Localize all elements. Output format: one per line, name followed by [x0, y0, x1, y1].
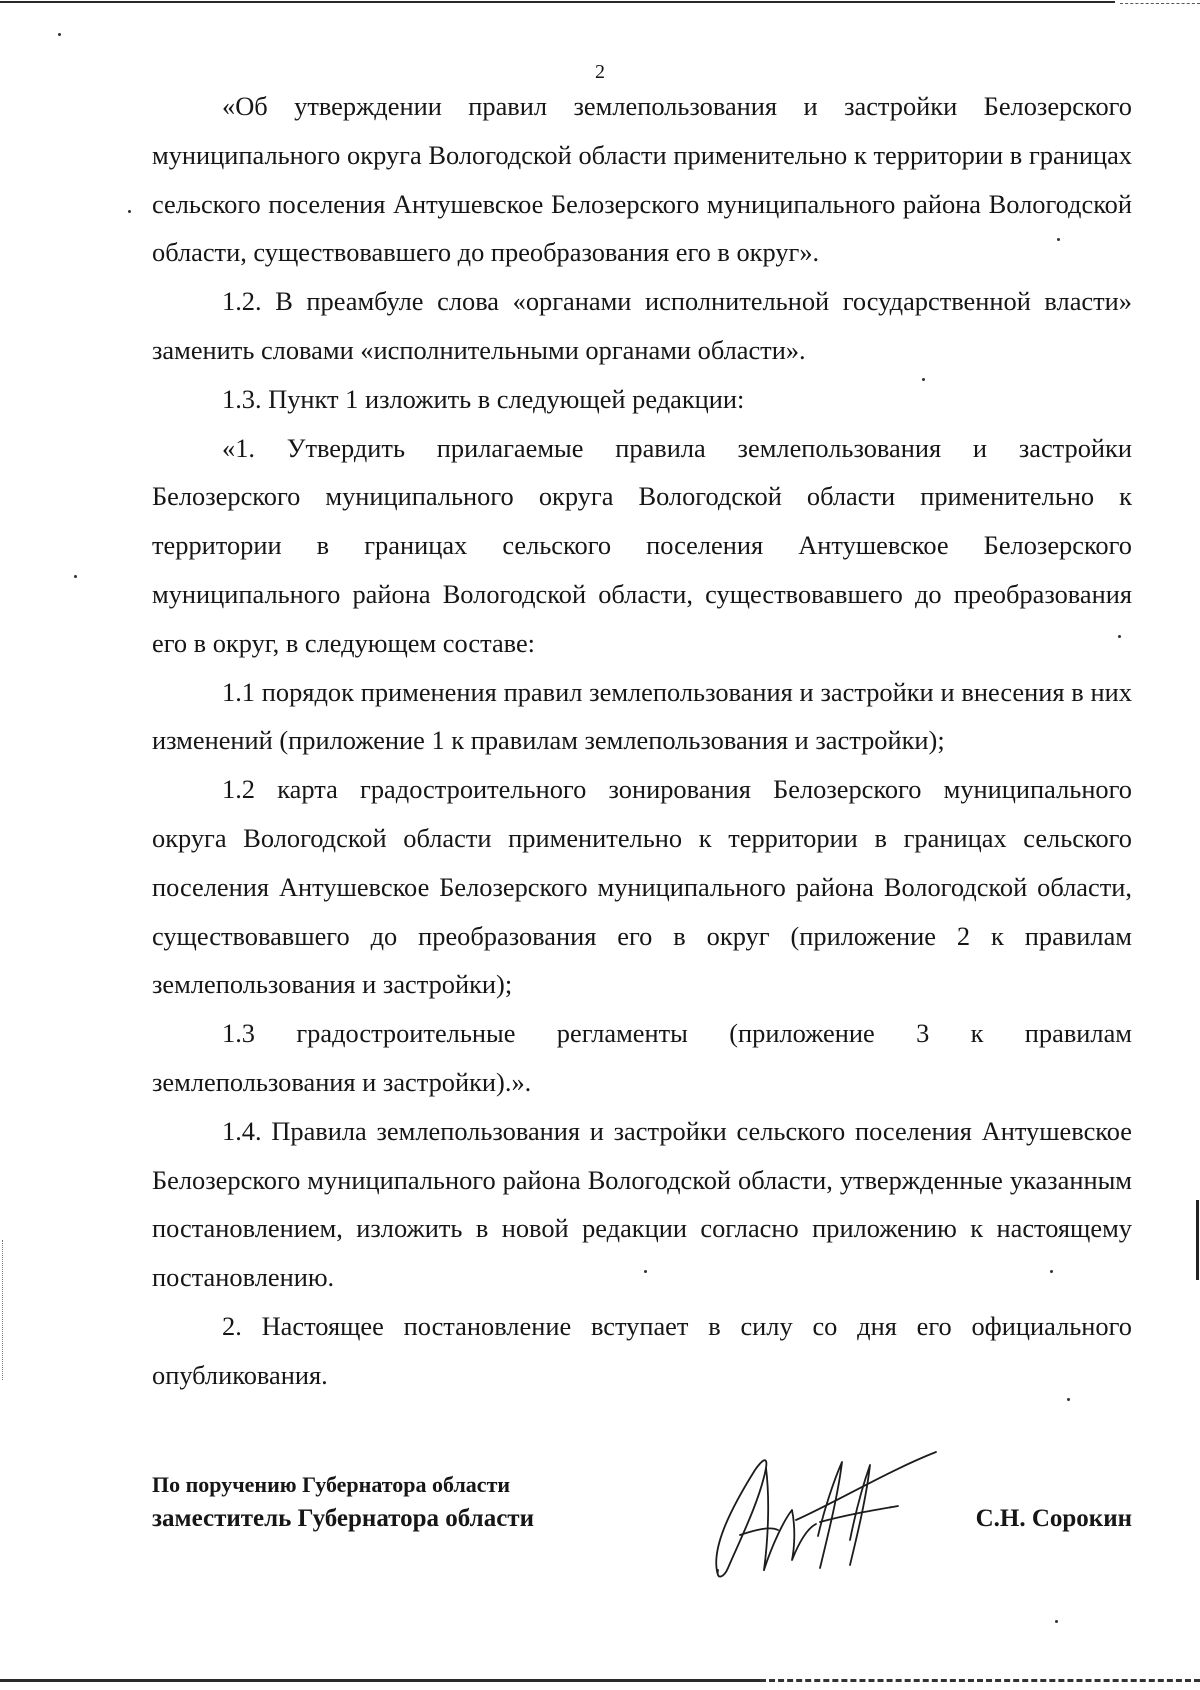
paragraph-1-2: 1.2. В преамбуле слова «органами исполнительной государственной власти» заменить словами «исполнительными органами области».: [152, 286, 1132, 365]
scan-speck: [1055, 1620, 1058, 1623]
paragraph-2: 2. Настоящее постановление вступает в силу со дня его официального опубликования.: [152, 1310, 1132, 1390]
signature-block: [152, 1470, 1132, 1550]
paragraph-item-1-3: 1.3 градостроительные регламенты (приложение 3 к правилам землепользования и застройки).».: [152, 1018, 1132, 1097]
signature-authority-line: По поручению Губернатора области: [152, 1472, 511, 1497]
paragraph-1-3: 1.3. Пункт 1 изложить в следующей редакции:: [222, 383, 745, 414]
paragraph-item-1: «1. Утвердить прилагаемые правила землепользования и застройки Белозерского муниципального округа Вологодской области применительно к территории в границах сельского поселения Антушевское Белозерского муниципального района Вологодской области, существовавшего до преобразования его в округ, в следующем составе:: [152, 432, 1132, 658]
paragraph-item-1-1: 1.1 порядок применения правил землепользования и застройки и внесения в них изменений (приложение 1 к правилам землепользования и застройки);: [152, 676, 1132, 756]
document-body: [152, 82, 1132, 1400]
scan-speck: [1057, 238, 1060, 241]
scan-speck: [74, 575, 77, 578]
signature-position-line: заместитель Губернатора области: [152, 1505, 534, 1532]
page-number: 2: [595, 61, 605, 83]
scan-speck: [1067, 1398, 1070, 1401]
scan-speck: [1118, 635, 1121, 638]
signatory-name: С.Н. Сорокин: [975, 1505, 1132, 1532]
scan-speck: [644, 1270, 647, 1273]
scan-speck: [58, 33, 61, 36]
scan-right-edge-mark: [1196, 1200, 1199, 1280]
scan-bottom-edge: [0, 1672, 1200, 1690]
scan-top-edge: [0, 0, 1200, 6]
paragraph-decree-title: «Об утверждении правил землепользования и застройки Белозерского муниципального округа Вологодской области применительно к территории в границах сельского поселения Антушевское Белозерского муниципального района Вологодской области, существовавшего до преобразования его в округ».: [152, 91, 1132, 268]
scan-speck: [1050, 1270, 1053, 1273]
handwritten-signature: [700, 1440, 940, 1590]
scan-speck: [922, 378, 925, 381]
scan-speck: [128, 210, 131, 213]
paragraph-1-4: 1.4. Правила землепользования и застройки сельского поселения Антушевское Белозерского муниципального района Вологодской области, утвержденные указанным постановлением, изложить в новой редакции согласно приложению к настоящему постановлению.: [152, 1115, 1132, 1293]
paragraph-item-1-2: 1.2 карта градостроительного зонирования Белозерского муниципального округа Вологодской области применительно к территории в границах сельского поселения Антушевское Белозерского муниципального района Вологодской области, существовавшего до преобразования его в округ (приложение 2 к правилам землепользования и застройки);: [152, 774, 1132, 1000]
scan-left-edge-mark: [2, 1240, 3, 1380]
